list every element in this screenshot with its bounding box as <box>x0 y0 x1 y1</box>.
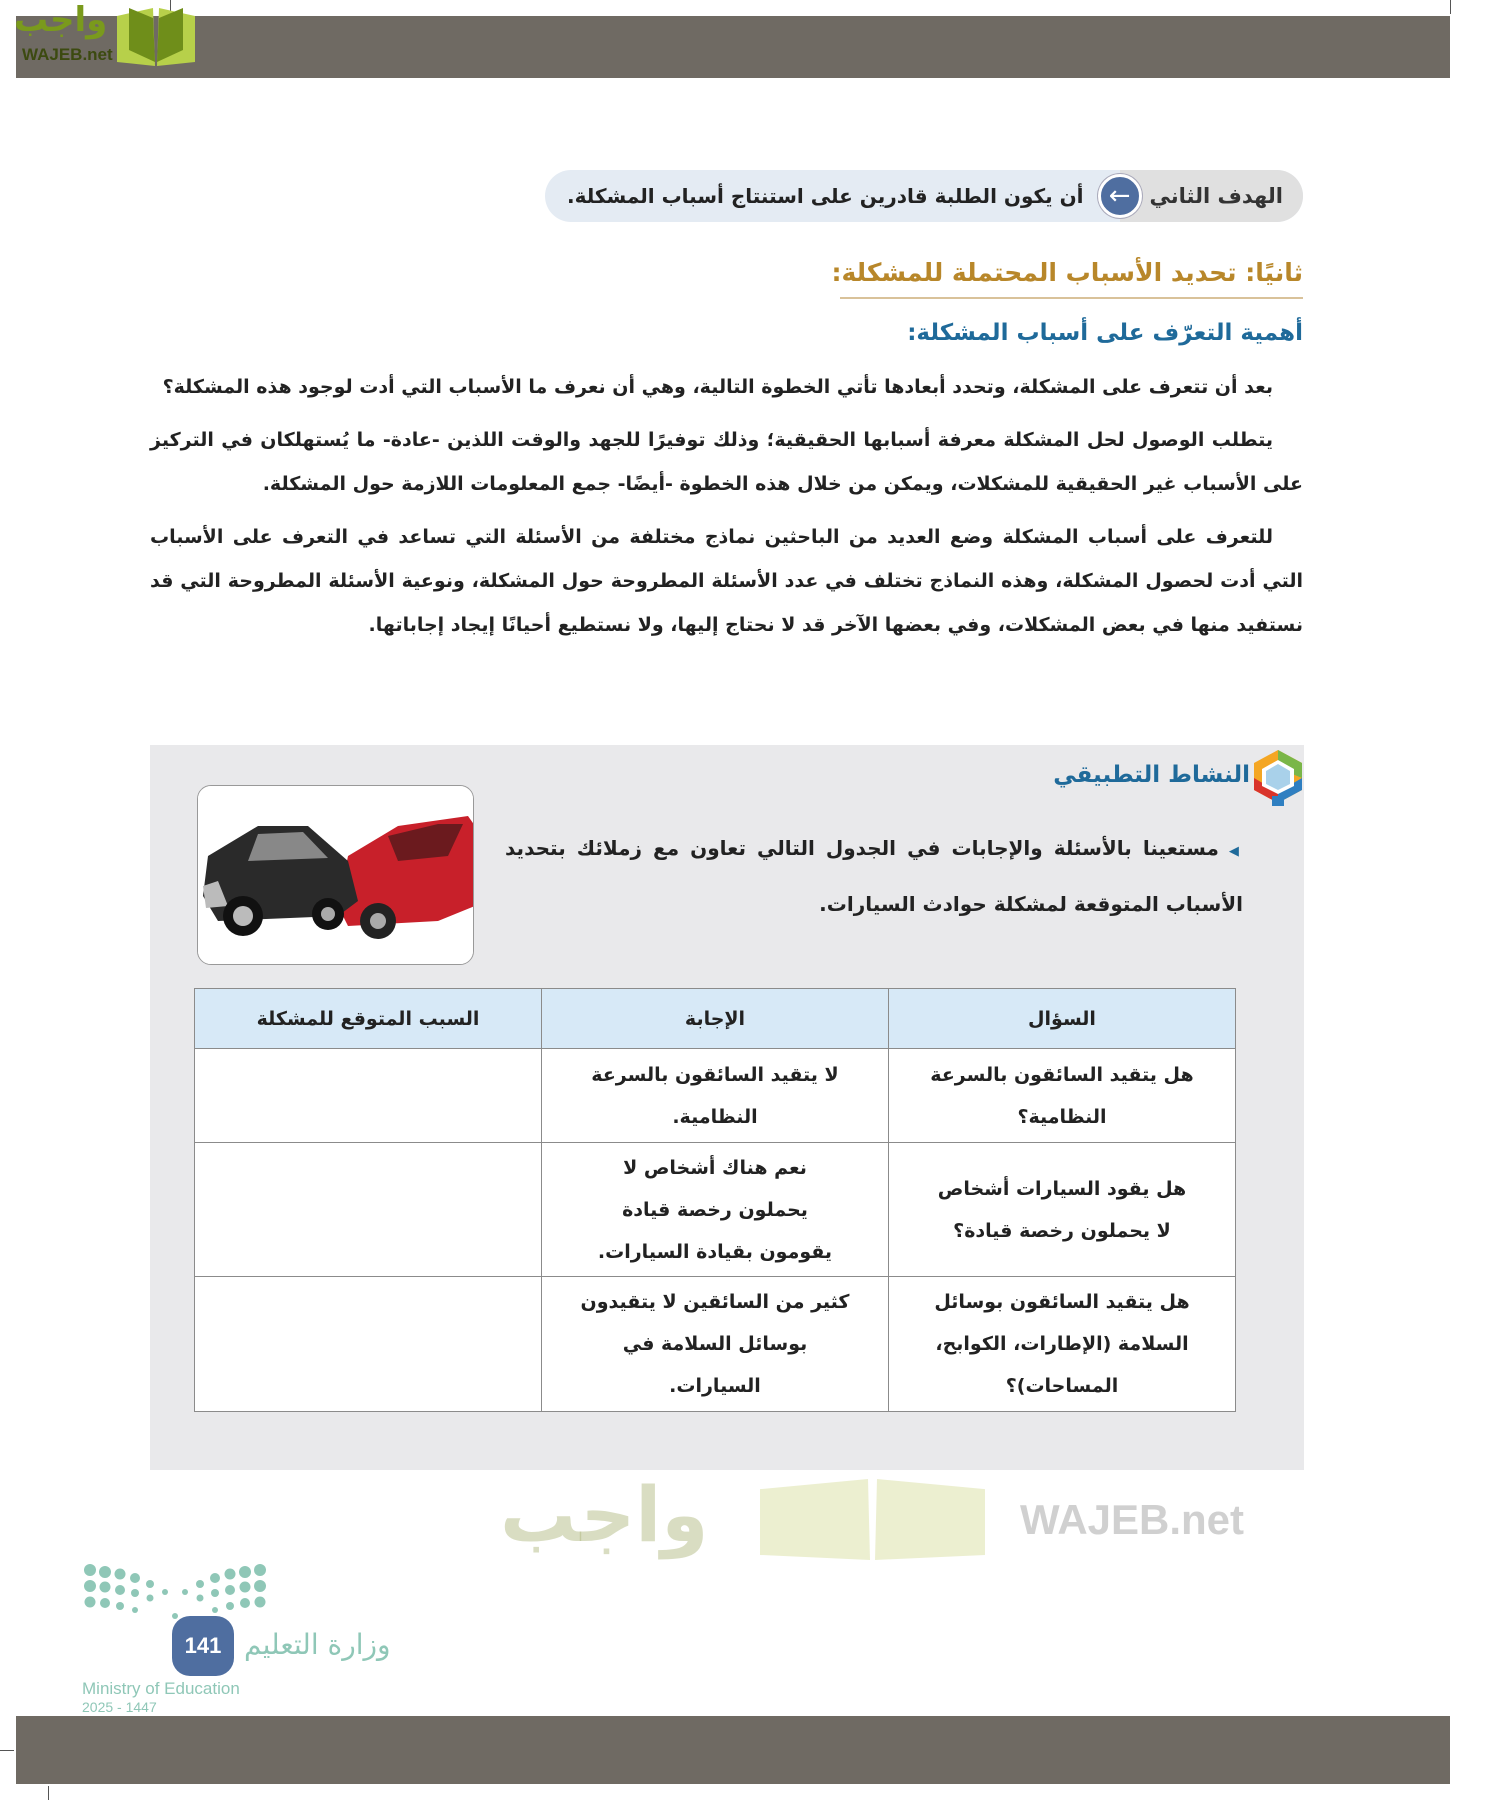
watermark-arabic: واجب <box>500 1470 709 1559</box>
book-icon <box>115 4 197 66</box>
paragraph-3: للتعرف على أسباب المشكلة وضع العديد من الباحثين نماذج مختلفة من الأسئلة التي تساعد في التعرف على الأسباب التي أدت لحصول المشكلة، وهذه النماذج تختلف في عدد الأسئلة المطروحة حول المشكلة، ونوعية الأسئلة المطروحة التي قد نستفيد منها في بعض المشكلات، وفي بعضها الآخر قد لا نحتاج إليها، ولا نستطيع أحيانًا إيجاد إجاباتها. <box>150 526 1303 636</box>
cause-cell[interactable] <box>195 1143 542 1277</box>
goal-banner <box>545 170 1303 222</box>
question-cell: هل يتقيد السائقون بالسرعة النظامية؟ <box>889 1049 1236 1143</box>
logo-english: WAJEB.net <box>22 45 113 64</box>
top-banner <box>16 16 1450 78</box>
watermark-book-icon <box>760 1474 985 1560</box>
paragraph-2: يتطلب الوصول لحل المشكلة معرفة أسبابها الحقيقية؛ وذلك توفيرًا للجهد والوقت اللذين -عادة- ما يُستهلكان في التركيز على الأسباب غير الحقيقية للمشكلات، ويمكن من خلال هذه الخطوة -أيضًا- جمع المعلومات اللازمة حول المشكلة. <box>150 429 1303 495</box>
wajeb-logo <box>10 0 190 66</box>
question-cell: هل يقود السيارات أشخاص لا يحملون رخصة قيادة؟ <box>889 1143 1236 1277</box>
crop-mark <box>1450 0 1451 14</box>
subsection-title: أهمية التعرّف على أسباب المشكلة: <box>907 320 1303 346</box>
answer-cell: نعم هناك أشخاص لا يحملون رخصة قيادة يقومون بقيادة السيارات. <box>542 1143 889 1277</box>
header-question: السؤال <box>889 989 1236 1049</box>
crop-mark <box>0 1750 14 1751</box>
header-answer: الإجابة <box>542 989 889 1049</box>
page-number-badge: 141 <box>172 1616 234 1676</box>
academic-year: 2025 - 1447 <box>82 1699 157 1715</box>
car-accident-photo <box>197 785 474 965</box>
logo-arabic: واجب <box>14 0 108 40</box>
crop-mark <box>48 1786 49 1800</box>
arrow-left-icon: ← <box>1098 174 1142 218</box>
ministry-name-english: Ministry of Education <box>82 1679 240 1698</box>
ministry-logo-dots <box>80 1560 270 1620</box>
answer-cell: لا يتقيد السائقون بالسرعة النظامية. <box>542 1049 889 1143</box>
activity-instruction <box>505 822 1243 930</box>
instruction-text: مستعينا بالأسئلة والإجابات في الجدول التالي تعاون مع زملائك بتحديد الأسباب المتوقعة لمشكلة حوادث السيارات. <box>505 836 1243 916</box>
bottom-banner <box>16 1716 1450 1784</box>
table-row <box>195 1277 1236 1412</box>
bullet-icon: ◀ <box>1228 844 1244 859</box>
answer-cell: كثير من السائقين لا يتقيدون بوسائل السلامة في السيارات. <box>542 1277 889 1412</box>
goal-text: أن يكون الطلبة قادرين على استنتاج أسباب المشكلة. <box>566 184 1084 208</box>
lightbulb-icon <box>1250 748 1306 810</box>
causes-table <box>194 988 1236 1412</box>
question-cell: هل يتقيد السائقون بوسائل السلامة (الإطارات، الكوابح، المساحات)؟ <box>889 1277 1236 1412</box>
section-title: ثانيًا: تحديد الأسباب المحتملة للمشكلة: <box>831 258 1303 287</box>
ministry-name-arabic: وزارة التعليم <box>244 1628 391 1661</box>
watermark-english: WAJEB.net <box>1020 1496 1245 1543</box>
table-row <box>195 1049 1236 1143</box>
cause-cell[interactable] <box>195 1049 542 1143</box>
header-expected-cause: السبب المتوقع للمشكلة <box>195 989 542 1049</box>
paragraph-1: بعد أن تتعرف على المشكلة، وتحدد أبعادها تأتي الخطوة التالية، وهي أن نعرف ما الأسباب التي أدت لوجود هذه المشكلة؟ <box>162 376 1273 398</box>
table-row <box>195 1143 1236 1277</box>
goal-label: الهدف الثاني <box>1120 170 1303 222</box>
title-underline <box>840 297 1303 299</box>
activity-title: النشاط التطبيقي <box>1053 762 1250 788</box>
cause-cell[interactable] <box>195 1277 542 1412</box>
watermark <box>500 1472 1260 1562</box>
